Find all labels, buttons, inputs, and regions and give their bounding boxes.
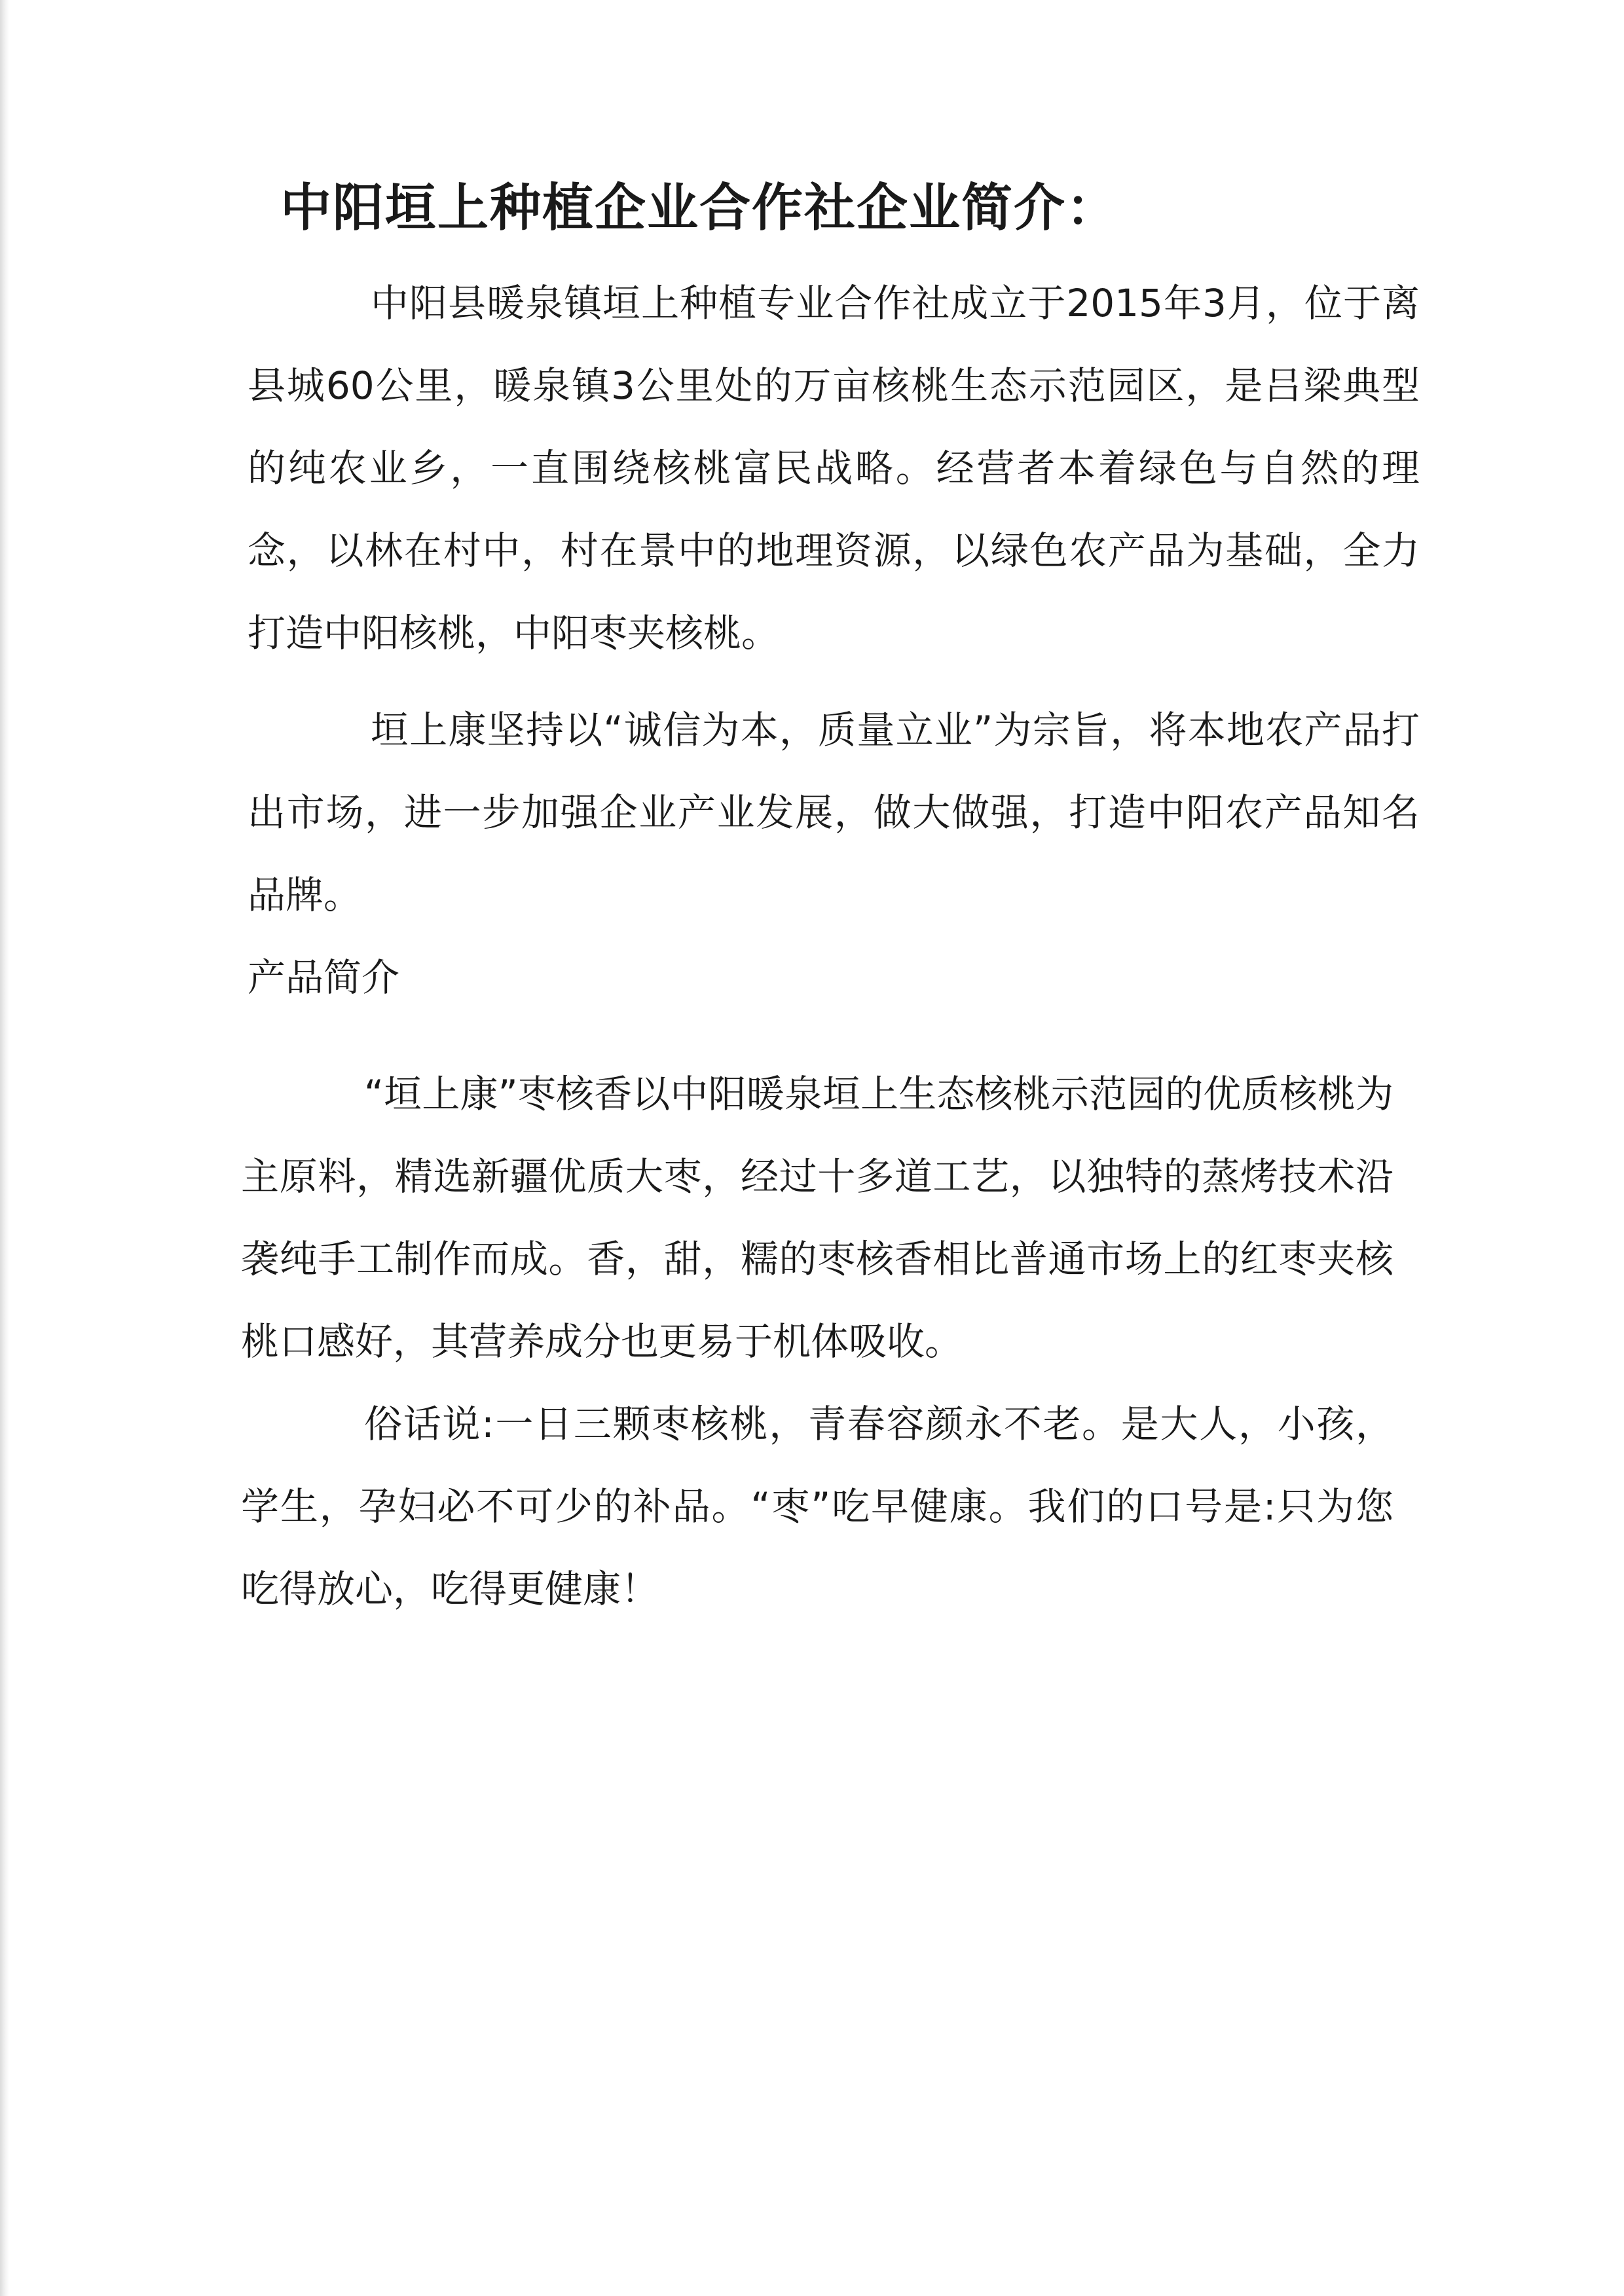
company-intro-paragraph: 中阳县暖泉镇垣上种植专业合作社成立于2015年3月，位于离县城60公里，暖泉镇3公里处的万亩核桃生态示范园区，是吕梁典型的纯农业乡，一直围绕核桃富民战略。经营者本着绿色与自然的理念，以林在村中，村在景中的地理资源，以绿色农产品为基础，全力打造中阳核桃，中阳枣夹核桃。 bbox=[248, 281, 1420, 655]
document-title: 中阳垣上种植企业合作社企业简介： bbox=[280, 179, 1119, 238]
slogan-paragraph: 俗话说:一日三颗枣核桃，青春容颜永不老。是大人，小孩，学生，孕妇必不可少的补品。“枣”吃早健康。我们的口号是:只为您吃得放心，吃得更健康！ bbox=[241, 1402, 1393, 1611]
product-description-paragraph: “垣上康”枣核香以中阳暖泉垣上生态核桃示范园的优质核桃为主原料，精选新疆优质大枣，经过十多道工艺，以独特的蒸烤技术沿袭纯手工制作而成。香，甜，糯的枣核香相比普通市场上的红枣夹核桃口感好，其营养成分也更易于机体吸收。 bbox=[241, 1072, 1393, 1364]
company-mission-paragraph: 垣上康坚持以“诚信为本，质量立业”为宗旨，将本地农产品打出市场，进一步加强企业产业发展，做大做强，打造中阳农产品知名品牌。 bbox=[248, 708, 1420, 917]
product-section-heading: 产品简介 bbox=[248, 955, 400, 1000]
